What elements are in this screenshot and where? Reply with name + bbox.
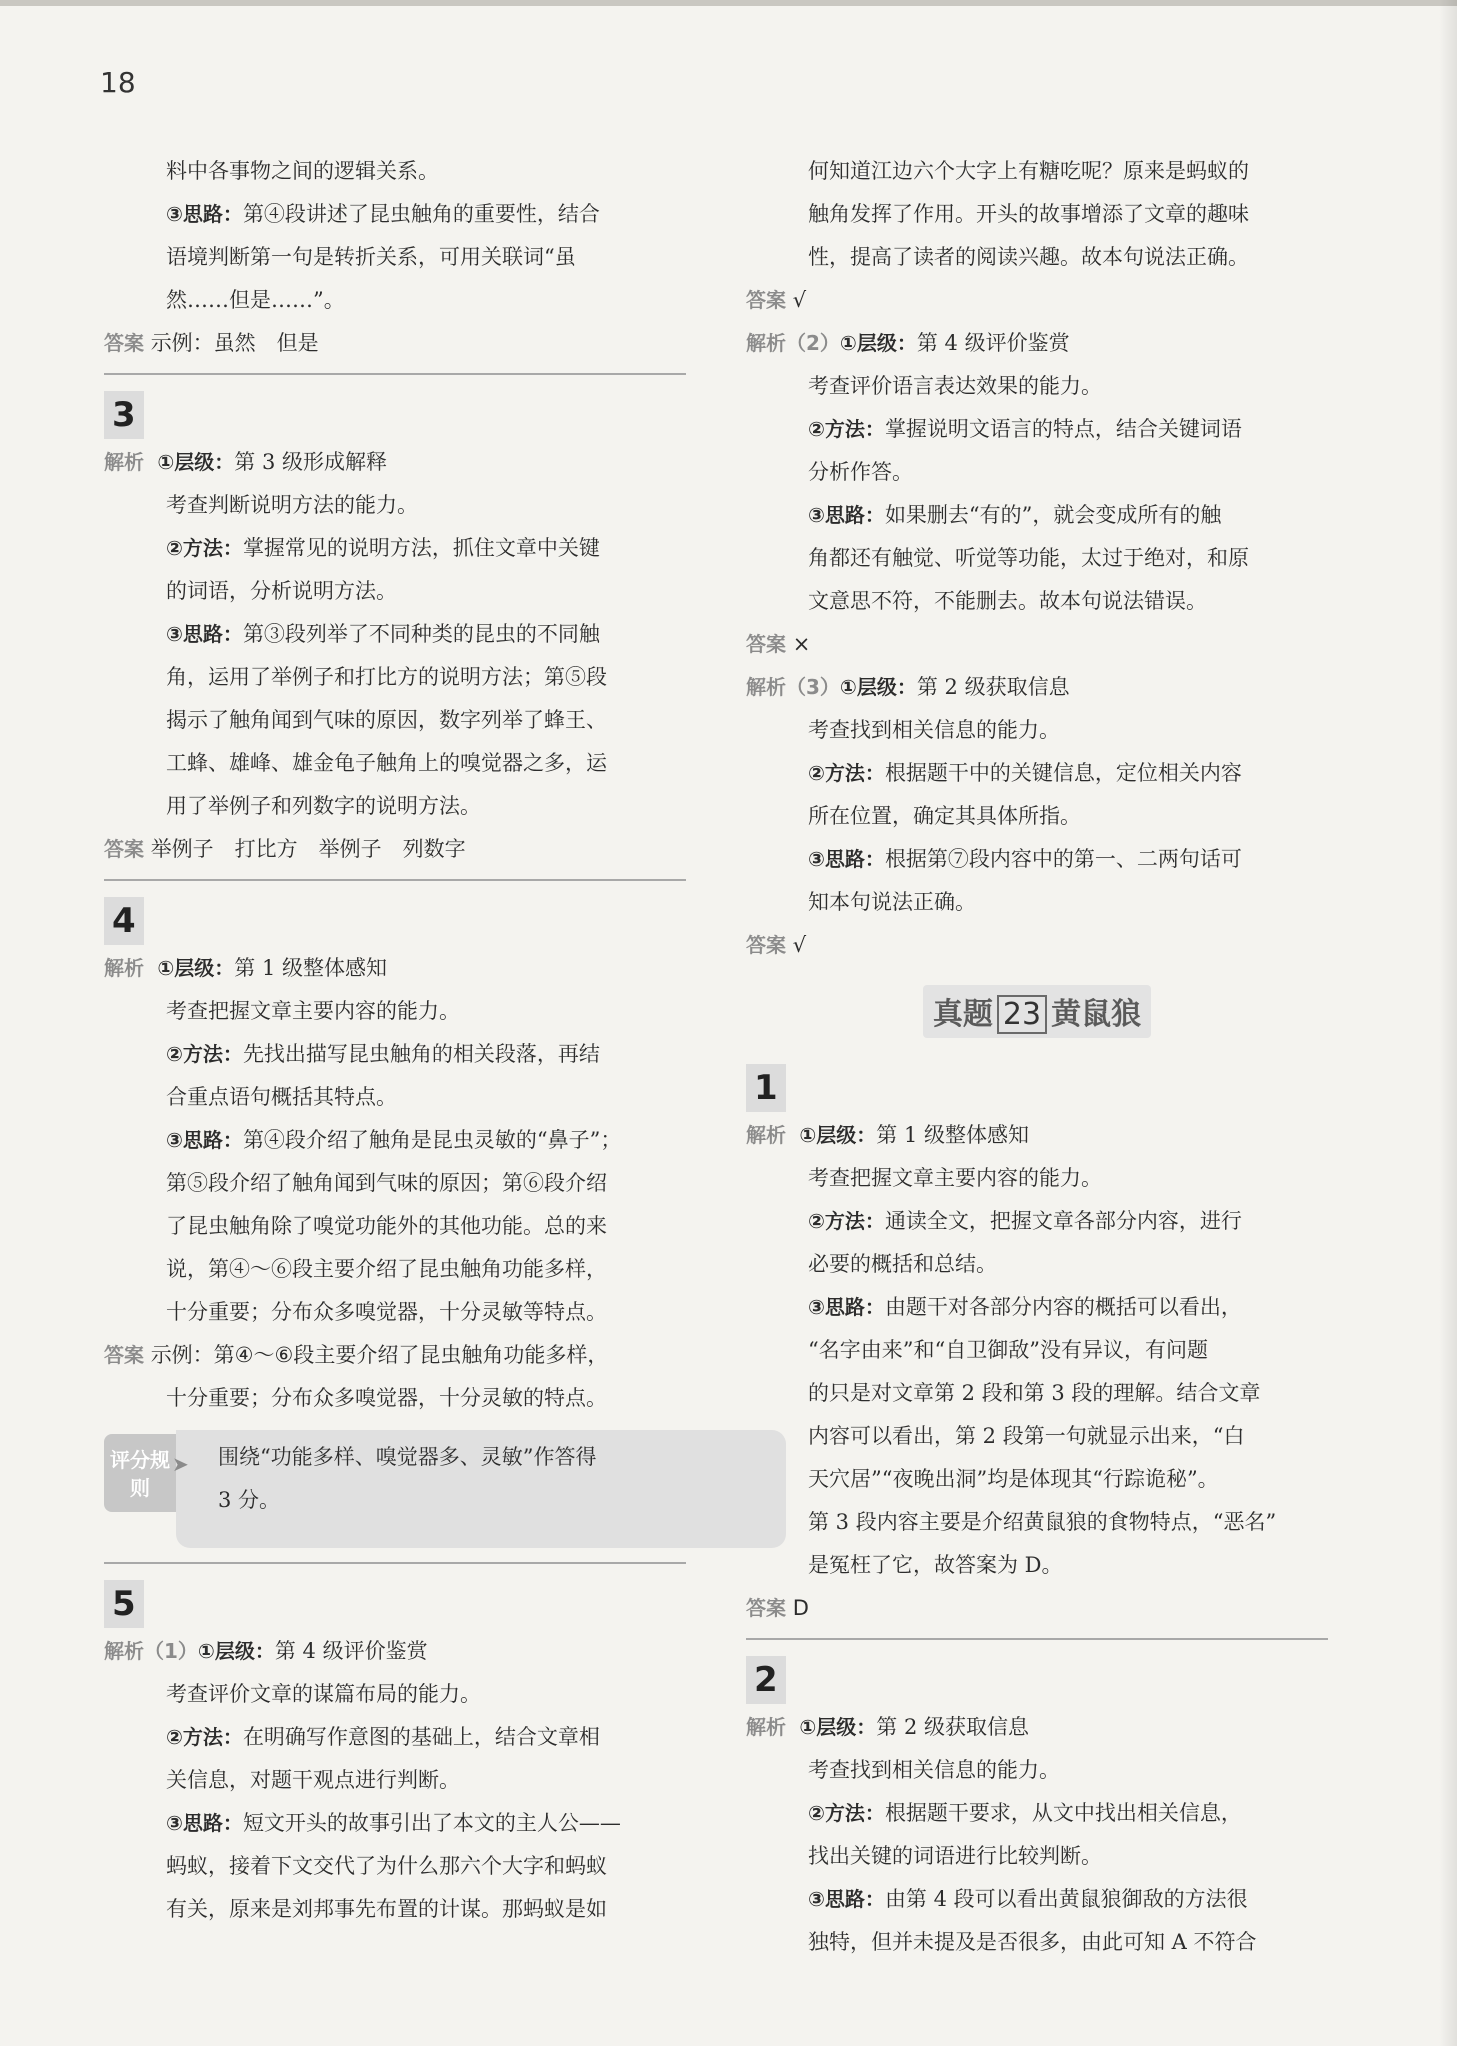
analysis-label: 解析: [746, 1715, 786, 1739]
text-line: 了昆虫触角除了嗅觉功能外的其他功能。总的来: [166, 1214, 607, 1238]
answer-label: 答案: [104, 1343, 144, 1367]
level-line: [104, 1630, 686, 1673]
text: 掌握常见的说明方法，抓住文章中关键: [242, 536, 600, 560]
question-number: 1: [746, 1064, 786, 1112]
section-number: 23: [997, 995, 1047, 1034]
keyword: ③思路：: [166, 1811, 243, 1835]
text-line: 内容可以看出，第 2 段第一句就显示出来，“白: [808, 1424, 1245, 1448]
text-line: 天穴居”“夜晚出洞”均是体现其“行踪诡秘”。: [808, 1467, 1219, 1491]
text: 第 2 级获取信息: [916, 675, 1070, 699]
method-line: [104, 1033, 686, 1076]
scoring-rule-tag: 评分规则: [104, 1434, 176, 1512]
text-line: 所在位置，确定其具体所指。: [808, 804, 1081, 828]
keyword: ②方法：: [808, 1209, 885, 1233]
keyword: ③思路：: [808, 1887, 885, 1911]
section-title-badge: [923, 985, 1151, 1038]
keyword: ①层级：: [839, 331, 917, 355]
right-column: [746, 150, 1328, 1964]
method-line: [746, 408, 1328, 451]
page-shadow: [1439, 0, 1457, 2046]
text-line: 角，运用了举例子和打比方的说明方法；第⑤段: [166, 665, 607, 689]
divider: [746, 1638, 1328, 1640]
text-line: 考查把握文章主要内容的能力。: [166, 999, 460, 1023]
answer-label: 答案: [746, 288, 786, 312]
thought-line: [746, 494, 1328, 537]
keyword: ②方法：: [166, 1725, 243, 1749]
keyword: ②方法：: [808, 761, 885, 785]
text: 根据第⑦段内容中的第一、二两句话可: [884, 847, 1242, 871]
divider: [104, 879, 686, 881]
keyword: ①层级：: [197, 1639, 275, 1663]
question-number: 2: [746, 1656, 786, 1704]
keyword: ③思路：: [808, 847, 885, 871]
keyword: ③思路：: [166, 622, 243, 646]
analysis-label: 解析: [104, 1639, 144, 1663]
keyword: ①层级：: [839, 675, 917, 699]
answer-line: [746, 924, 1328, 967]
text-line: 语境判断第一句是转折关系，可用关联词“虽: [166, 245, 576, 269]
text: 短文开头的故事引出了本文的主人公——: [242, 1811, 621, 1835]
page-number: 18: [100, 66, 136, 99]
text-line: 考查找到相关信息的能力。: [808, 1758, 1060, 1782]
keyword: ③思路：: [808, 1295, 885, 1319]
text-line: 料中各事物之间的逻辑关系。: [166, 159, 439, 183]
text: 根据题干要求，从文中找出相关信息，: [884, 1801, 1242, 1825]
text-line: 合重点语句概括其特点。: [166, 1085, 397, 1109]
analysis-label: 解析: [746, 675, 786, 699]
text-line: 蚂蚁，接着下文交代了为什么那六个大字和蚂蚁: [166, 1854, 607, 1878]
text: 第 4 级评价鉴赏: [916, 331, 1070, 355]
text-line: 考查把握文章主要内容的能力。: [808, 1166, 1102, 1190]
analysis-label: 解析: [104, 956, 144, 980]
page-edge: [0, 0, 1457, 6]
text-line: 十分重要；分布众多嗅觉器，十分灵敏等特点。: [166, 1300, 607, 1324]
text-line: 说，第④～⑥段主要介绍了昆虫触角功能多样，: [166, 1257, 607, 1281]
text: 第④段介绍了触角是昆虫灵敏的“鼻子”；: [242, 1128, 622, 1152]
text-line: 然……但是……”。: [166, 288, 345, 312]
rule-text: 围绕“功能多样、嗅觉器多、灵敏”作答得: [218, 1445, 597, 1469]
answer-line: [104, 828, 686, 871]
analysis-label: 解析: [746, 1123, 786, 1147]
text: 由第 4 段可以看出黄鼠狼御敌的方法很: [884, 1887, 1248, 1911]
question-number: 3: [104, 391, 144, 439]
rule-text: 3 分。: [218, 1488, 281, 1512]
answer-value: √: [792, 933, 807, 957]
text-line: “名字由来”和“自卫御敌”没有异议，有问题: [808, 1338, 1208, 1362]
text-line: 是冤枉了它，故答案为 D。: [808, 1553, 1063, 1577]
keyword: ③思路：: [808, 503, 885, 527]
text-line: 知本句说法正确。: [808, 890, 976, 914]
thought-line: [104, 1119, 686, 1162]
answer-line: [746, 623, 1328, 666]
keyword: ①层级：: [157, 450, 235, 474]
analysis-label: 解析: [746, 331, 786, 355]
method-line: [104, 1716, 686, 1759]
answer-value: ×: [792, 632, 811, 656]
text: 通读全文，把握文章各部分内容，进行: [884, 1209, 1242, 1233]
text-line: 分析作答。: [808, 460, 913, 484]
method-line: [746, 752, 1328, 795]
text-line: 考查找到相关信息的能力。: [808, 718, 1060, 742]
keyword: ③思路：: [166, 1128, 243, 1152]
text: 第③段列举了不同种类的昆虫的不同触: [242, 622, 600, 646]
thought-line: [104, 613, 686, 656]
text: 第 1 级整体感知: [234, 956, 388, 980]
keyword: ②方法：: [808, 1801, 885, 1825]
answer-line: [746, 1587, 1328, 1630]
answer-label: 答案: [746, 1596, 786, 1620]
answer-value: 十分重要；分布众多嗅觉器，十分灵敏的特点。: [166, 1386, 607, 1410]
text: 先找出描写昆虫触角的相关段落，再结: [242, 1042, 600, 1066]
text-line: 的词语，分析说明方法。: [166, 579, 397, 603]
answer-line: [104, 1334, 686, 1377]
text-line: 必要的概括和总结。: [808, 1252, 997, 1276]
text-line: 角都还有触觉、听觉等功能，太过于绝对，和原: [808, 546, 1249, 570]
keyword: ①层级：: [799, 1715, 877, 1739]
answer-line: [746, 279, 1328, 322]
text: 在明确写作意图的基础上，结合文章相: [242, 1725, 600, 1749]
text: 第 3 级形成解释: [234, 450, 388, 474]
arrow-right-icon: ➤: [172, 1452, 189, 1476]
answer-value: √: [792, 288, 807, 312]
text-line: 性，提高了读者的阅读兴趣。故本句说法正确。: [808, 245, 1249, 269]
text-line: 找出关键的词语进行比较判断。: [808, 1844, 1102, 1868]
sub-number: （1）: [144, 1639, 198, 1663]
keyword: ②方法：: [808, 417, 885, 441]
question-number: 4: [104, 897, 144, 945]
text-line: 关信息，对题干观点进行判断。: [166, 1768, 460, 1792]
question-number: 5: [104, 1580, 144, 1628]
left-column: [104, 150, 686, 1931]
analysis-label: 解析: [104, 450, 144, 474]
sub-number: （3）: [786, 675, 840, 699]
divider: [104, 373, 686, 375]
text-line: 考查判断说明方法的能力。: [166, 493, 418, 517]
level-line: [746, 322, 1328, 365]
thought-line: [746, 838, 1328, 881]
text-line: 何知道江边六个大字上有糖吃呢？原来是蚂蚁的: [808, 159, 1249, 183]
thought-line: [746, 1286, 1328, 1329]
text-line: 触角发挥了作用。开头的故事增添了文章的趣味: [808, 202, 1249, 226]
level-line: [746, 1706, 1328, 1749]
sub-number: （2）: [786, 331, 840, 355]
thought-line: [104, 1802, 686, 1845]
text: 如果删去“有的”，就会变成所有的触: [884, 503, 1222, 527]
section-prefix: 真题: [932, 997, 993, 1032]
text-line: 揭示了触角闻到气味的原因，数字列举了蜂王、: [166, 708, 607, 732]
scoring-rule-box: [104, 1430, 686, 1548]
keyword: ②方法：: [166, 536, 243, 560]
keyword: ③思路：: [166, 202, 243, 226]
section-name: 黄鼠狼: [1051, 997, 1142, 1032]
text-line: 独特，但并未提及是否很多，由此可知 A 不符合: [808, 1930, 1257, 1954]
answer-label: 答案: [104, 331, 144, 355]
text: 第 1 级整体感知: [876, 1123, 1030, 1147]
thought-line: [746, 1878, 1328, 1921]
text-line: 工蜂、雄峰、雄金龟子触角上的嗅觉器之多，运: [166, 751, 607, 775]
divider: [104, 1562, 686, 1564]
answer-label: 答案: [746, 933, 786, 957]
text-line: 考查评价语言表达效果的能力。: [808, 374, 1102, 398]
level-line: [104, 441, 686, 484]
answer-label: 答案: [104, 837, 144, 861]
text-line: 文意思不符，不能删去。故本句说法错误。: [808, 589, 1207, 613]
level-line: [746, 1114, 1328, 1157]
keyword: ②方法：: [166, 1042, 243, 1066]
answer-value: D: [792, 1596, 809, 1620]
answer-line: [104, 322, 686, 365]
text-line: 考查评价文章的谋篇布局的能力。: [166, 1682, 481, 1706]
text-line: 第 3 段内容主要是介绍黄鼠狼的食物特点，“恶名”: [808, 1510, 1277, 1534]
text-line: 用了举例子和列数字的说明方法。: [166, 794, 481, 818]
section-title: [746, 985, 1328, 1038]
method-line: [746, 1792, 1328, 1835]
answer-label: 答案: [746, 632, 786, 656]
level-line: [746, 666, 1328, 709]
method-line: [746, 1200, 1328, 1243]
text-line: 有关，原来是刘邦事先布置的计谋。那蚂蚁是如: [166, 1897, 607, 1921]
answer-value: 示例：第④～⑥段主要介绍了昆虫触角功能多样，: [150, 1343, 609, 1367]
text: 由题干对各部分内容的概括可以看出，: [884, 1295, 1242, 1319]
text-line: 的只是对文章第 2 段和第 3 段的理解。结合文章: [808, 1381, 1261, 1405]
text: 第④段讲述了昆虫触角的重要性，结合: [242, 202, 600, 226]
method-line: [104, 527, 686, 570]
text: 第 4 级评价鉴赏: [274, 1639, 428, 1663]
text: 根据题干中的关键信息，定位相关内容: [884, 761, 1242, 785]
text-line: 第⑤段介绍了触角闻到气味的原因；第⑥段介绍: [166, 1171, 607, 1195]
text: 第 2 级获取信息: [876, 1715, 1030, 1739]
keyword: ①层级：: [157, 956, 235, 980]
scoring-rule-body: [172, 1430, 786, 1548]
answer-value: 示例：虽然 但是: [150, 331, 319, 355]
text: 掌握说明文语言的特点，结合关键词语: [884, 417, 1242, 441]
answer-value: 举例子 打比方 举例子 列数字: [150, 837, 466, 861]
thought-line: [104, 193, 686, 236]
level-line: [104, 947, 686, 990]
keyword: ①层级：: [799, 1123, 877, 1147]
